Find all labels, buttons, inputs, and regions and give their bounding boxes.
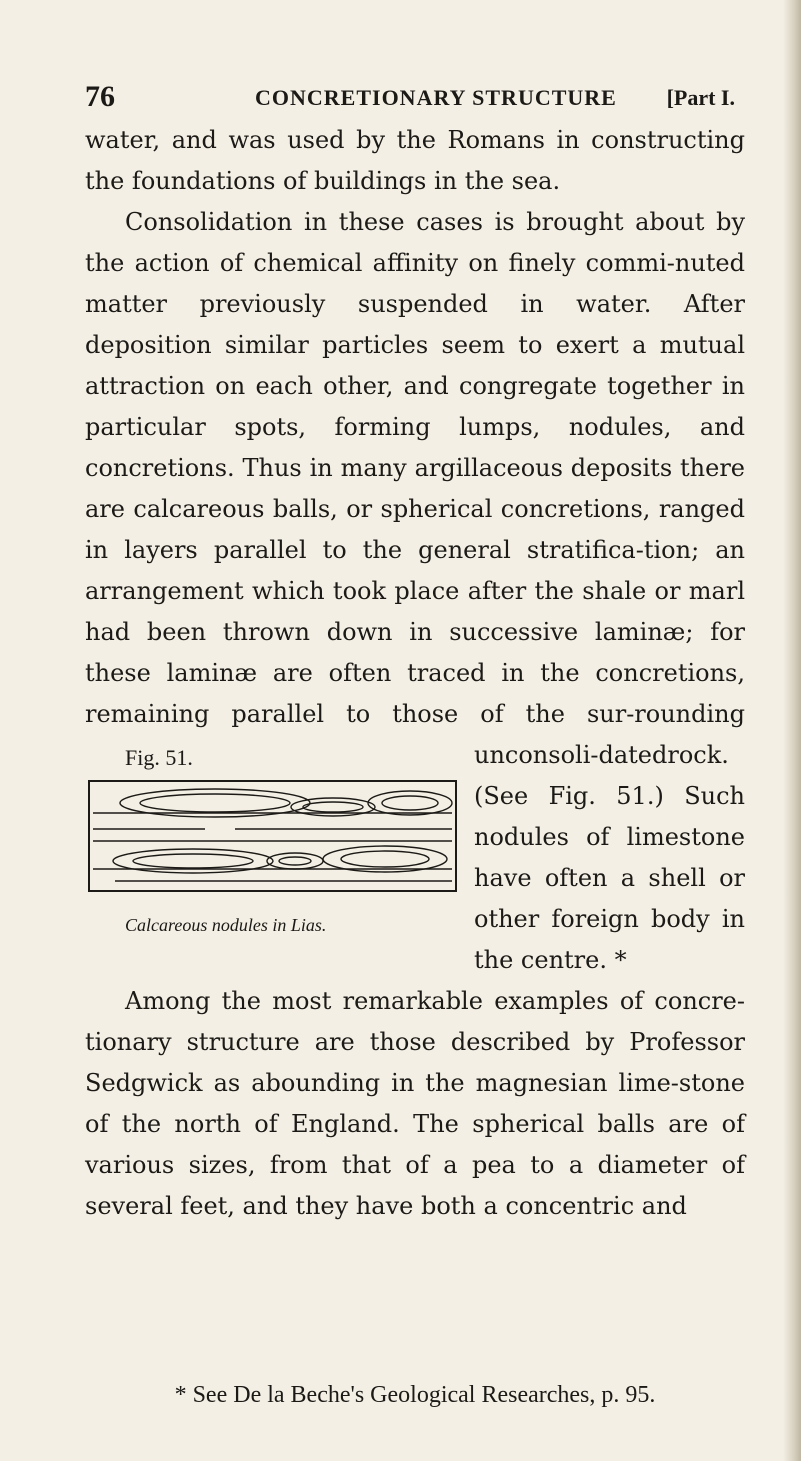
page-edge-shadow — [783, 0, 801, 1461]
nodules-illustration — [85, 777, 460, 897]
part-label: [Part I. — [666, 85, 735, 110]
figure-51 — [85, 735, 460, 941]
paragraph-2 — [85, 202, 745, 981]
page-number: 76 — [85, 80, 115, 113]
paragraph-1: water, and was used by the Romans in constructing the foundations of buildings in the sea. — [85, 126, 745, 195]
running-title: CONCRETIONARY STRUCTURE — [255, 85, 617, 110]
figure-caption: Calcareous nodules in Lias. — [125, 915, 327, 935]
footnote: * See De la Beche's Geological Researches, p. 95. — [174, 1382, 656, 1408]
page-header — [85, 80, 735, 120]
main-text — [85, 120, 745, 1227]
paragraph-2-text-before-figure: Consolidation in these cases is brought about by the action of chemical affinity on finely commi-nuted matter previously suspended in water. After deposition similar particles seem to exert a mutual attraction on each other, and congregate together in particular spots, forming lumps, nodules, and concretions. Thus in many argillaceous deposits there are calcareous balls, or spherical concretions, ranged in layers parallel to the general stratifica-tion; an arrangement which took place after the shale or marl had been thrown down in successive laminæ; for these laminæ are often traced in the concretions, remaining parallel to those of the sur- — [85, 208, 745, 728]
figure-label: Fig. 51. — [125, 745, 193, 770]
paragraph-2-text-after-figure: rounding unconsoli-datedrock. (See Fig. 51.) Such nodules of limestone have often a shell or other foreign body in the centre. * — [474, 700, 745, 974]
paragraph-3: Among the most remarkable examples of concre-tionary structure are those described by Professor Sedgwick as abounding in the magnesian lime-stone of the north of England. The spherical balls are of various sizes, from that of a pea to a diameter of several feet, and they have both a concentric and — [85, 987, 745, 1220]
